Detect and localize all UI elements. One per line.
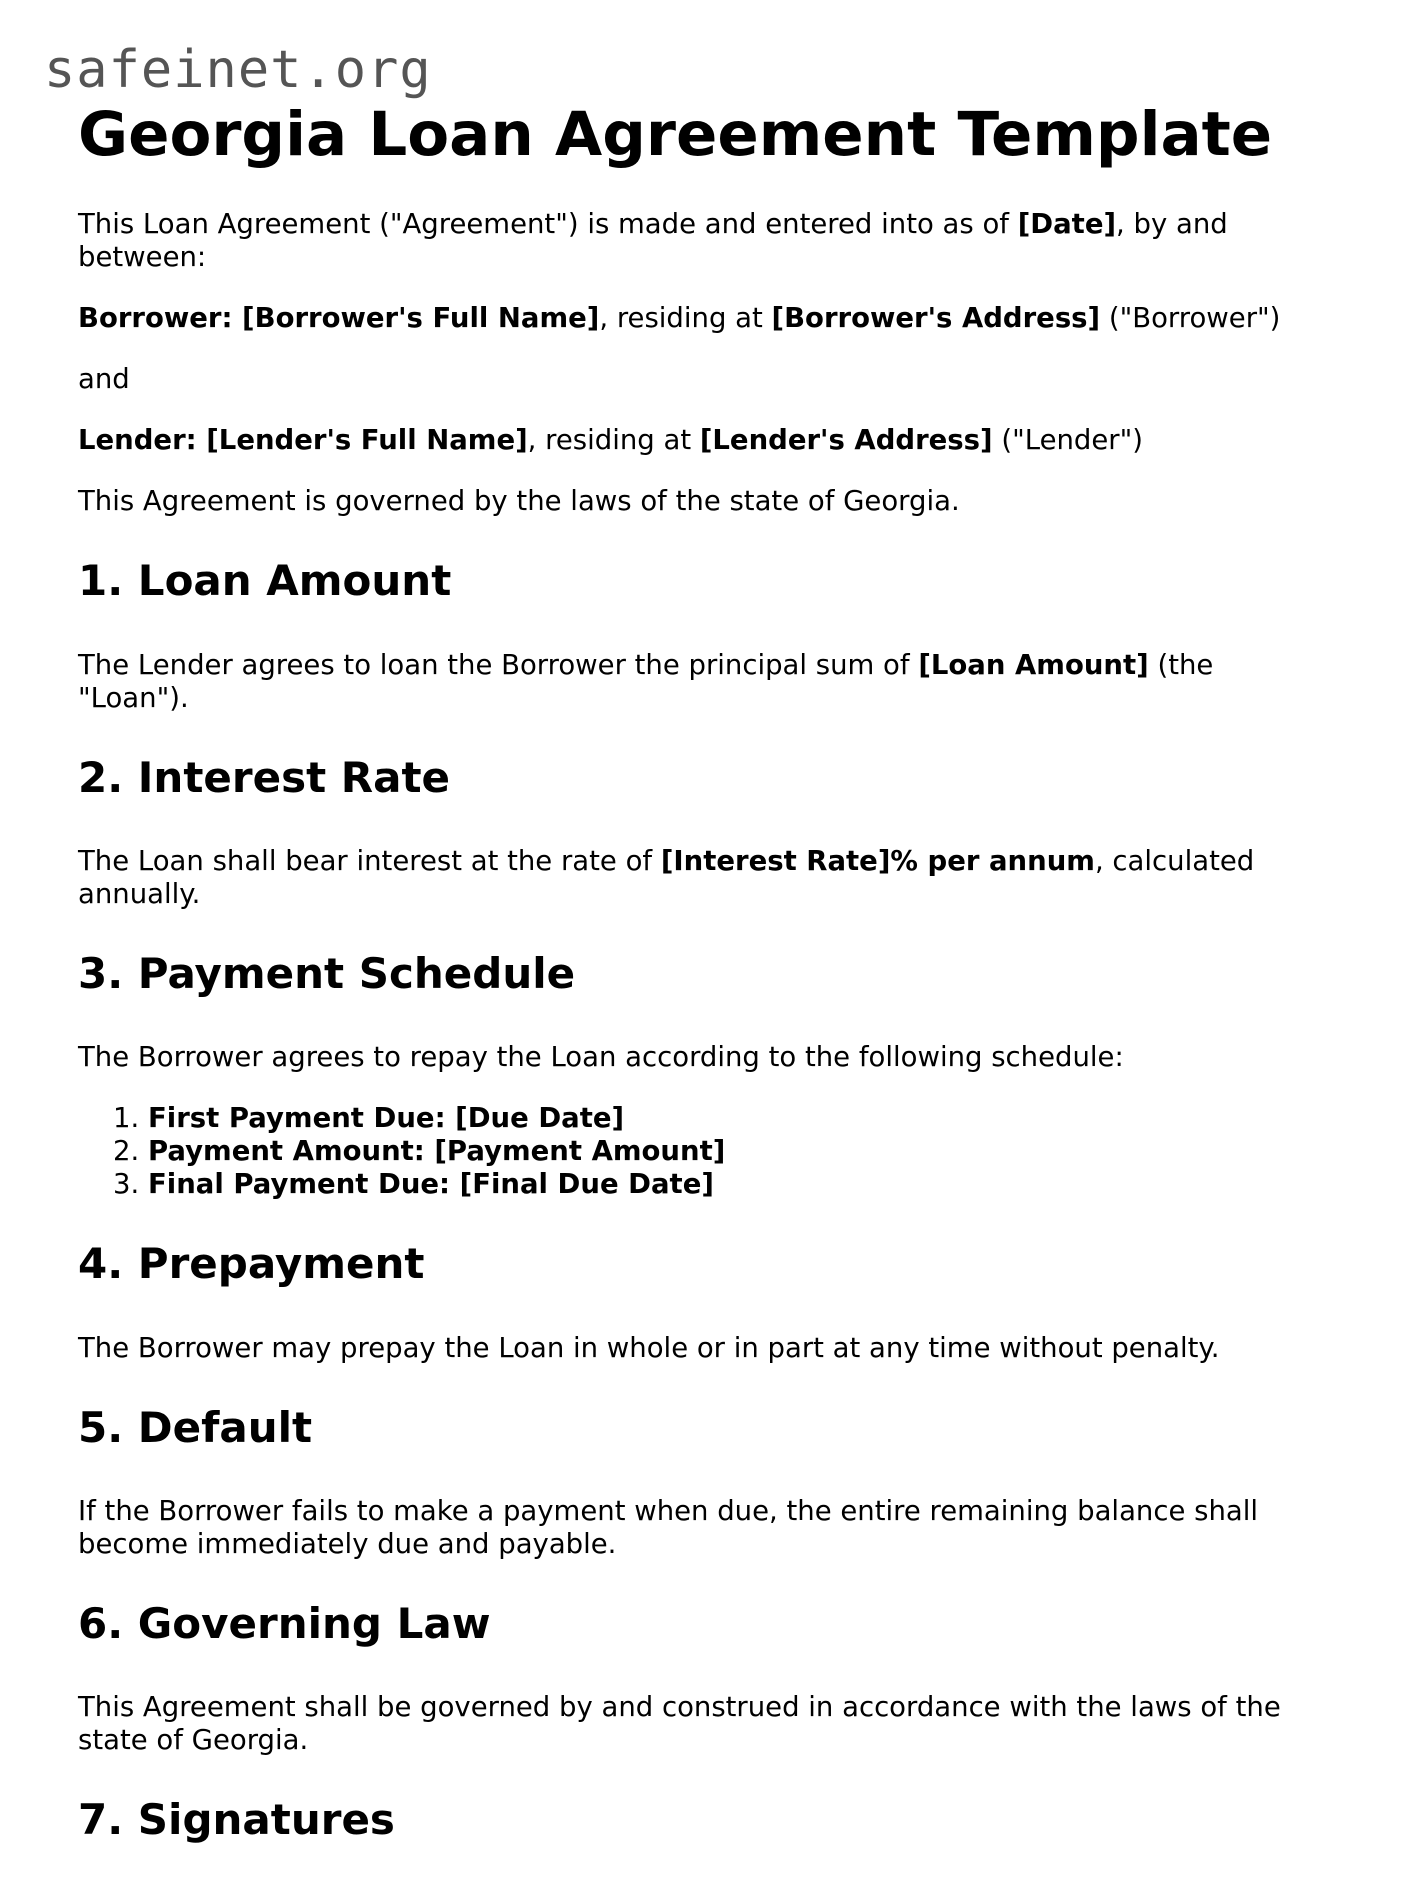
governing-law-paragraph: This Agreement shall be governed by and construed in accordance with the laws of the state of Georgia. (78, 1691, 1281, 1757)
prepayment-paragraph: The Borrower may prepay the Loan in whole or in part at any time without penalty. (78, 1331, 1220, 1364)
borrower-label: Borrower: [Borrower's Full Name] (78, 302, 600, 335)
loan-amount-suffix: (the "Loan"). (78, 648, 1214, 714)
interest-rate-suffix: , calculated annually. (78, 844, 1255, 910)
borrower-address: [Borrower's Address] (771, 302, 1101, 335)
borrower-suffix: ("Borrower") (1100, 302, 1281, 335)
interest-rate-value: [Interest Rate]% per annum (660, 844, 1095, 877)
lender-label: Lender: [Lender's Full Name] (78, 424, 528, 457)
document-body (78, 100, 1328, 1888)
lender-address: [Lender's Address] (699, 424, 993, 457)
borrower-mid: , residing at (599, 302, 772, 335)
list-item: 2. Payment Amount: [Payment Amount] (148, 1135, 1328, 1168)
payment-schedule-paragraph: The Borrower agrees to repay the Loan according to the following schedule: (78, 1041, 1124, 1074)
interest-rate-prefix: The Loan shall bear interest at the rate of (78, 844, 661, 877)
document-title: Georgia Loan Agreement Template (78, 99, 1273, 170)
intro-prefix: This Loan Agreement ("Agreement") is made and entered into as of (78, 208, 1018, 241)
governed-paragraph: This Agreement is governed by the laws of the state of Georgia. (78, 485, 960, 518)
section-heading-loan-amount: 1. Loan Amount (78, 556, 452, 606)
lender-suffix: ("Lender") (992, 424, 1143, 457)
loan-amount-paragraph (78, 649, 1328, 715)
borrower-paragraph (78, 302, 1328, 335)
lender-paragraph (78, 424, 1328, 457)
watermark: safeinet.org (44, 40, 432, 100)
interest-rate-paragraph (78, 845, 1328, 911)
loan-amount-prefix: The Lender agrees to loan the Borrower the principal sum of (78, 648, 919, 681)
intro-date: [Date] (1017, 208, 1117, 241)
intro-suffix: , by and between: (78, 208, 1228, 274)
default-paragraph: If the Borrower fails to make a payment when due, the entire remaining balance shall become immediately due and payable. (78, 1495, 1259, 1561)
list-item: 3. Final Payment Due: [Final Due Date] (148, 1168, 1328, 1201)
payment-schedule-list (78, 1102, 1328, 1201)
and-paragraph: and (78, 363, 130, 396)
loan-amount-value: [Loan Amount] (918, 648, 1149, 681)
list-item: 1. First Payment Due: [Due Date] (148, 1102, 1328, 1135)
intro-paragraph (78, 208, 1328, 274)
section-heading-default: 5. Default (78, 1402, 313, 1452)
section-heading-governing-law: 6. Governing Law (78, 1599, 491, 1649)
section-heading-signatures: 7. Signatures (78, 1795, 395, 1845)
section-heading-prepayment: 4. Prepayment (78, 1239, 425, 1289)
section-heading-interest-rate: 2. Interest Rate (78, 752, 451, 802)
section-heading-payment-schedule: 3. Payment Schedule (78, 948, 576, 998)
lender-mid: , residing at (527, 424, 700, 457)
